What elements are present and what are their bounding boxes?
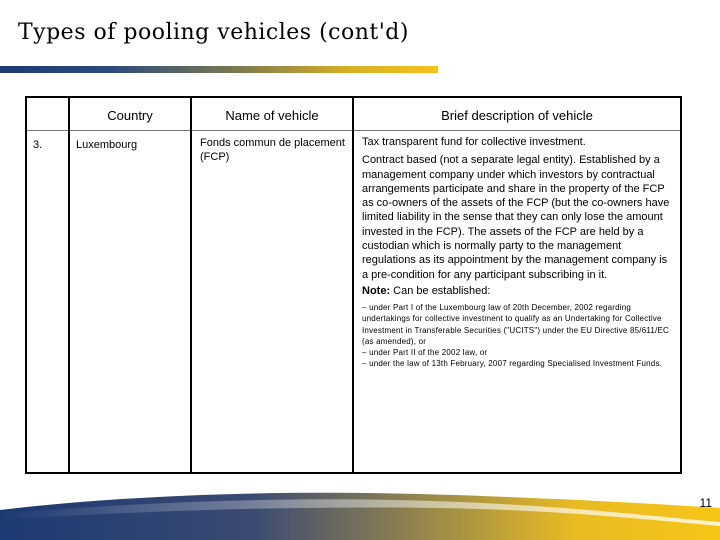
header-number bbox=[26, 97, 69, 131]
list-item: – under the law of 13th February, 2007 regarding Specialised Investment Funds. bbox=[362, 359, 663, 369]
note-list bbox=[362, 302, 674, 369]
page-title: Types of pooling vehicles (cont'd) bbox=[18, 20, 409, 45]
table-row bbox=[26, 131, 681, 474]
footer-wave-decoration bbox=[0, 480, 720, 540]
cell-number: 3. bbox=[26, 131, 69, 474]
cell-description bbox=[353, 131, 681, 474]
description-paragraph: Contract based (not a separate legal entity). Established by a management company under which investors by contractual arrangements participate and share in the property of the FCP as co-owners of the assets of the FCP (but the co-owners have limited liability in the sense that they can only lose the amount invested in the FCP). The assets of the FCP are held by a custodian which is normally party to the management regulations as its appointment by the management company is a pre-condition for any participant subscribing in it. bbox=[362, 154, 670, 281]
header-vehicle-name: Name of vehicle bbox=[191, 97, 353, 131]
cell-country: Luxembourg bbox=[69, 131, 191, 474]
header-description: Brief description of vehicle bbox=[353, 97, 681, 131]
cell-vehicle-name: Fonds commun de placement (FCP) bbox=[191, 131, 353, 474]
description-line: Tax transparent fund for collective investment. bbox=[362, 136, 586, 148]
list-item: – under Part II of the 2002 law, or bbox=[362, 348, 488, 358]
page-number: 11 bbox=[699, 496, 712, 510]
description-note: Note: Can be established: bbox=[362, 284, 491, 297]
title-underline-bar bbox=[0, 66, 438, 73]
table-header-row bbox=[26, 97, 681, 131]
header-country: Country bbox=[69, 97, 191, 131]
vehicle-table bbox=[25, 96, 682, 474]
list-item: – under Part I of the Luxembourg law of 20th December, 2002 regarding undertakings for collective investment to qualify as an Undertaking for Collective Investment in Transferable Securities ("UCITS") under the EU Directive 85/611/EC (as amended), or bbox=[362, 303, 669, 346]
